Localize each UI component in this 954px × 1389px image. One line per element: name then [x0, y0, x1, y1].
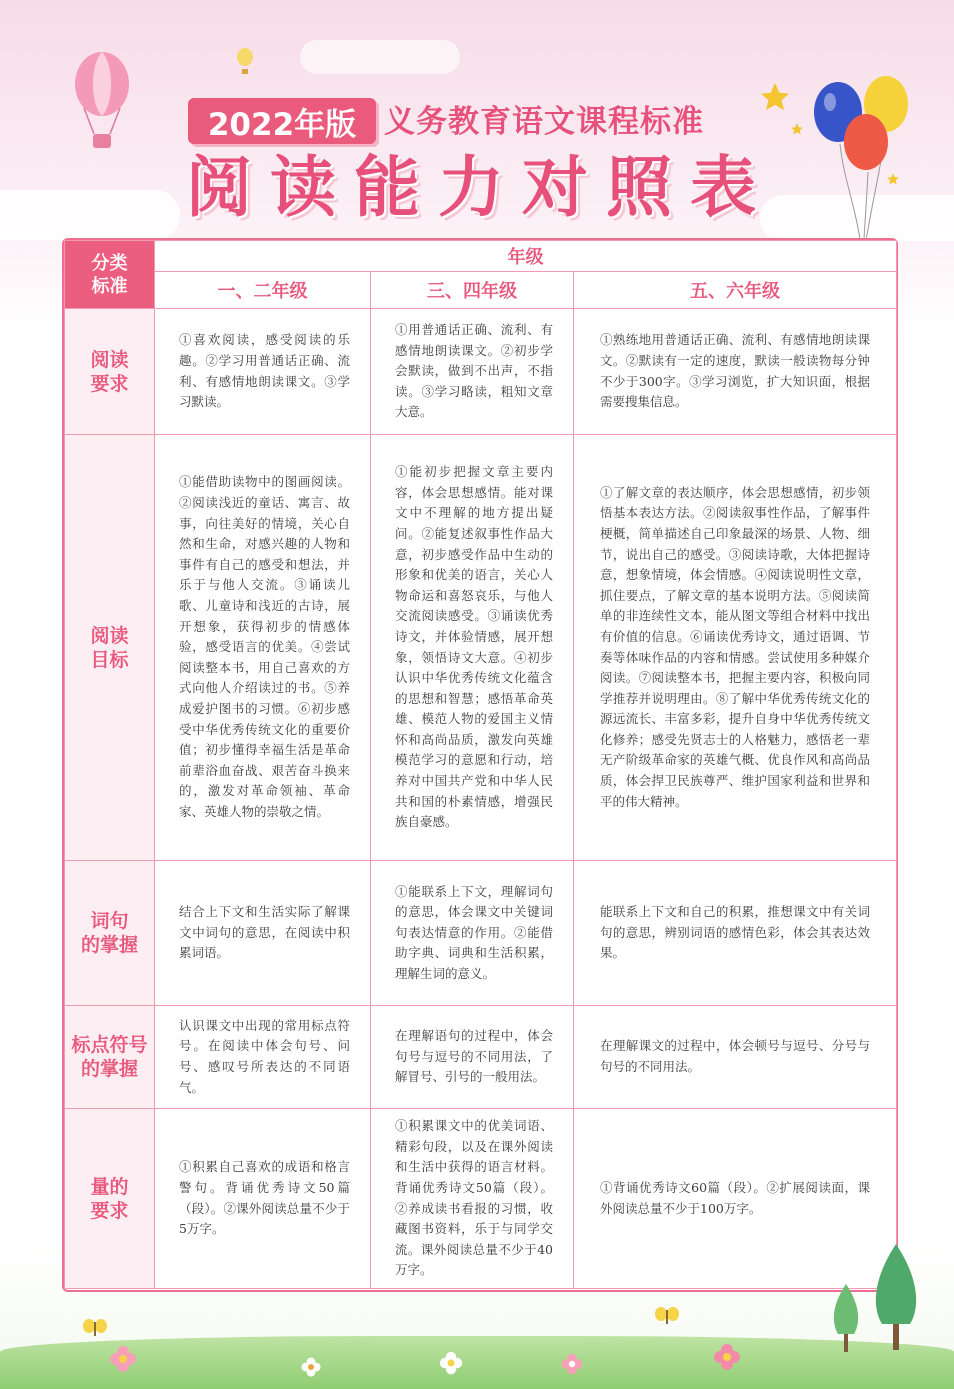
hot-air-balloon-icon: [70, 50, 134, 160]
grade-column-5-6: 五、六年级: [574, 272, 897, 309]
butterfly-icon: [654, 1306, 680, 1328]
year-badge: 2022年版: [188, 98, 376, 144]
star-icon: [790, 122, 804, 136]
table-cell: ①积累课文中的优美词语、精彩句段，以及在课外阅读和生活中获得的语言材料。背诵优秀诗文50篇（段）。②养成读书看报的习惯，收藏图书资料，乐于与同学交流。课外阅读总量不少于40万字。: [371, 1109, 574, 1289]
flower-icon: [108, 1344, 138, 1374]
standard-title: 义务教育语文课程标准: [384, 104, 704, 140]
row-header-line1: 阅读: [90, 348, 129, 371]
butterfly-icon: [82, 1318, 108, 1340]
row-header-line2: 的掌握: [80, 934, 138, 956]
party-balloons-icon: [808, 72, 918, 262]
table-cell: ①能借助读物中的图画阅读。②阅读浅近的童话、寓言、故事，向往美好的情境，关心自然和生命，对感兴趣的人物和事件有自己的感受和想法，并乐于与他人交流。③诵读儿歌、儿童诗和浅近的古诗，展开想象，获得初步的情感体验，感受语言的优美。④尝试阅读整本书，用自己喜欢的方式向他人介绍读过的书。⑤养成爱护图书的习惯。⑥初步感受中华优秀传统文化的重要价值；初步懂得幸福生活是革命前辈浴血奋战、艰苦奋斗换来的，激发对革命领袖、革命家、英雄人物的崇敬之情。: [155, 435, 371, 861]
row-header-quantity: [65, 1109, 155, 1289]
row-header-line2: 目标: [90, 648, 129, 671]
row-header-line2: 的掌握: [80, 1058, 138, 1080]
cloud-icon: [0, 190, 180, 240]
tree-icon: [866, 1244, 926, 1354]
row-header-line1: 阅读: [90, 624, 129, 647]
table-row: [65, 1006, 897, 1109]
grade-column-1-2: 一、二年级: [155, 272, 371, 309]
grade-column-3-4: 三、四年级: [371, 272, 574, 309]
row-header-reading-requirement: [65, 309, 155, 435]
table-cell: 在理解语句的过程中，体会句号与逗号的不同用法，了解冒号、引号的一般用法。: [371, 1006, 574, 1109]
table-cell: ①能初步把握文章主要内容，体会思想感情。能对课文中不理解的地方提出疑问。②能复述叙事性作品大意，初步感受作品中生动的形象和优美的语言，关心人物命运和喜怒哀乐，与他人交流阅读感受。③诵读优秀诗文，并体验情感，展开想象，领悟诗文大意。④初步认识中华优秀传统文化蕴含的思想和智慧；感悟革命英雄、模范人物的爱国主义情怀和高尚品质，激发向英雄模范学习的意愿和行动，培养对中国共产党和中华人民共和国的朴素情感，增强民族自豪感。: [371, 435, 574, 861]
flower-icon: [438, 1350, 464, 1376]
table-cell: ①积累自己喜欢的成语和格言警句。背诵优秀诗文50篇（段）。②课外阅读总量不少于5万字。: [155, 1109, 371, 1289]
table-cell: ①能联系上下文，理解词句的意思，体会课文中关键词句表达情意的作用。②能借助字典、词典和生活积累，理解生词的意义。: [371, 861, 574, 1006]
tree-icon: [828, 1284, 864, 1354]
row-header-line2: 要求: [90, 372, 129, 395]
row-header-line1: 标点符号: [71, 1034, 148, 1056]
flower-icon: [712, 1342, 742, 1372]
page-title: 阅读能力对照表: [186, 149, 774, 226]
flower-icon: [560, 1352, 584, 1376]
row-header-reading-goal: [65, 435, 155, 861]
table-cell: 能联系上下文和自己的积累，推想课文中有关词句的意思，辨别词语的感情色彩，体会其表达效果。: [574, 861, 897, 1006]
category-header-line2: 标准: [91, 275, 128, 297]
row-header-line1: 词句: [90, 910, 129, 932]
table-row: [65, 861, 897, 1006]
flower-icon: [300, 1356, 322, 1378]
table-cell: ①了解文章的表达顺序，体会思想感情，初步领悟基本表达方法。②阅读叙事性作品，了解事件梗概，简单描述自己印象最深的场景、人物、细节，说出自己的感受。③阅读诗歌，大体把握诗意，想象情境，体会情感。④阅读说明性文章，抓住要点，了解文章的基本说明方法。⑤阅读简单的非连续性文本，能从图文等组合材料中找出有价值的信息。⑥诵读优秀诗文，通过语调、节奏等体味作品的内容和情感。尝试使用多种媒介阅读。⑦阅读整本书，把握主要内容，积极向同学推荐并说明理由。⑧了解中华优秀传统文化的源远流长、丰富多彩，提升自身中华优秀传统文化修养；感受先贤志士的人格魅力，感悟老一辈无产阶级革命家的英雄气概、优良作风和高尚品质，体会捍卫民族尊严、维护国家利益和世界和平的伟大精神。: [574, 435, 897, 861]
grade-header: 年级: [155, 241, 897, 272]
meadow-decoration: [0, 1336, 954, 1389]
table-row: [65, 309, 897, 435]
row-header-line1: 量的: [90, 1175, 129, 1198]
table-cell: 在理解课文的过程中，体会顿号与逗号、分号与句号的不同用法。: [574, 1006, 897, 1109]
table-cell: ①背诵优秀诗文60篇（段）。②扩展阅读面，课外阅读总量不少于100万字。: [574, 1109, 897, 1289]
reading-ability-table: [62, 238, 898, 1292]
category-header-line1: 分类: [91, 252, 128, 274]
table-cell: ①喜欢阅读，感受阅读的乐趣。②学习用普通话正确、流利、有感情地朗读课文。③学习默读。: [155, 309, 371, 435]
row-header-word-sentence: [65, 861, 155, 1006]
category-header: [65, 241, 155, 309]
table-cell: ①用普通话正确、流利、有感情地朗读课文。②初步学会默读，做到不出声，不指读。③学习略读，粗知文章大意。: [371, 309, 574, 435]
cloud-icon: [300, 40, 460, 74]
row-header-line2: 要求: [90, 1199, 129, 1222]
table-row: [65, 435, 897, 861]
hot-air-balloon-icon: [236, 48, 254, 78]
table-cell: 认识课文中出现的常用标点符号。在阅读中体会句号、问号、感叹号所表达的不同语气。: [155, 1006, 371, 1109]
row-header-punctuation: [65, 1006, 155, 1109]
table-cell: ①熟练地用普通话正确、流利、有感情地朗读课文。②默读有一定的速度，默读一般读物每分钟不少于300字。③学习浏览，扩大知识面，根据需要搜集信息。: [574, 309, 897, 435]
table-row: [65, 1109, 897, 1289]
table-cell: 结合上下文和生活实际了解课文中词句的意思，在阅读中积累词语。: [155, 861, 371, 1006]
